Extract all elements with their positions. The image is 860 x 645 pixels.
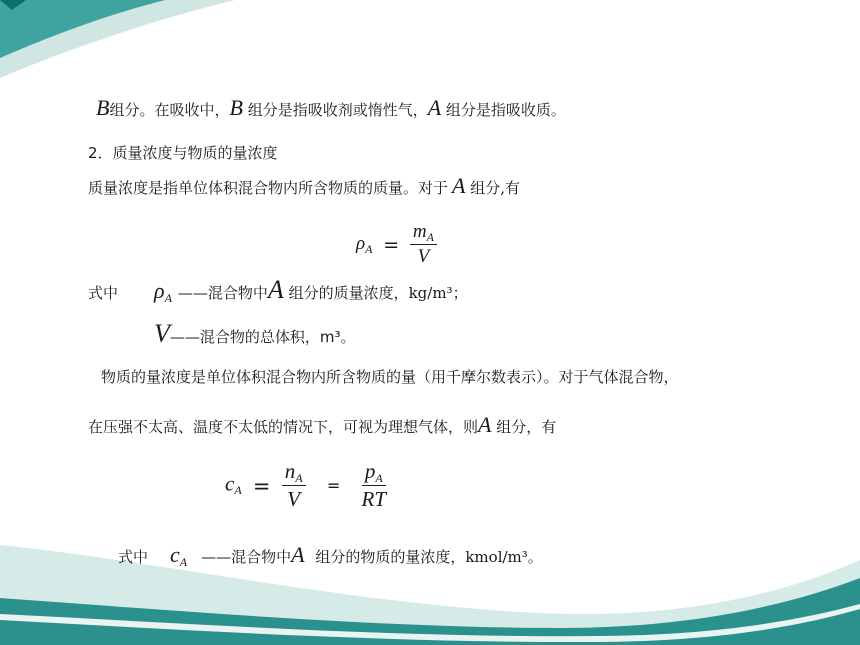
c-symbol: c [225, 471, 235, 496]
var-a: A [427, 95, 442, 120]
fraction [410, 221, 437, 268]
rho-symbol: ρ [356, 232, 366, 254]
line-b-component [96, 95, 566, 120]
def-c [118, 542, 543, 569]
var-a: A [267, 275, 284, 304]
text-segment: 组分是指吸收质。 [441, 101, 566, 119]
text-segment: ——混合物的总体积， [169, 328, 320, 346]
n-symbol: n [284, 459, 296, 483]
var-a: A [478, 412, 492, 437]
subscript: A [234, 483, 242, 498]
formula-mass-concentration [356, 221, 437, 268]
subscript: A [365, 241, 373, 256]
m-symbol: m [412, 221, 427, 242]
text-segment: 在压强不太高、温度不太低的情况下，可视为理想气体，则 [88, 418, 479, 436]
para-molar-concentration: 物质的量浓度是单位体积混合物内所含物质的量（用千摩尔数表示）。对于气体混合物， [101, 368, 679, 386]
label-shizhong: 式中 [88, 284, 119, 302]
text-segment: 组分的物质的量浓度，kmol/m³。 [310, 548, 543, 566]
text-segment: 组分的质量浓度，kg/m³； [283, 284, 468, 302]
rho-symbol: ρ [154, 278, 165, 303]
text-segment: 组分是指吸收剂或惰性气， [242, 101, 428, 119]
numerator [362, 459, 387, 486]
var-b: B [229, 95, 243, 120]
equals-sign: = [383, 233, 400, 256]
def-v [154, 319, 356, 348]
para-ideal-gas [88, 412, 557, 437]
line-mass-concentration-def [88, 173, 521, 198]
equals-sign: = [252, 473, 271, 498]
subscript: A [426, 230, 434, 244]
var-a: A [452, 173, 466, 198]
var-b: B [96, 95, 110, 120]
fraction [362, 459, 387, 512]
def-rho [88, 275, 468, 305]
numerator [282, 459, 306, 486]
fraction [282, 459, 306, 512]
denominator: V [417, 246, 430, 267]
subscript: A [375, 471, 383, 485]
text-segment: 质量浓度是指单位体积混合物内所含物质的质量。对于 [88, 179, 449, 197]
var-v: V [154, 319, 170, 348]
c-symbol: c [170, 542, 180, 567]
var-a: A [291, 542, 305, 567]
numerator [410, 221, 437, 245]
subscript: A [164, 291, 172, 305]
text-segment: 组分,有 [465, 179, 521, 197]
text-segment: ——混合物中 [201, 548, 292, 566]
subscript: A [179, 555, 188, 569]
equals-sign: = [326, 476, 341, 495]
unit-text: m³。 [319, 328, 356, 346]
text-segment: 组分，有 [491, 418, 557, 436]
formula-molar-concentration [225, 459, 386, 512]
subscript: A [295, 471, 303, 485]
label-shizhong: 式中 [118, 548, 149, 566]
text-segment: ——混合物中 [177, 284, 268, 302]
denominator: RT [361, 487, 387, 511]
text-segment: 组分。在吸收中， [109, 101, 230, 119]
denominator: V [287, 487, 301, 511]
section-heading: 2．质量浓度与物质的量浓度 [88, 144, 278, 162]
p-symbol: p [364, 459, 376, 483]
